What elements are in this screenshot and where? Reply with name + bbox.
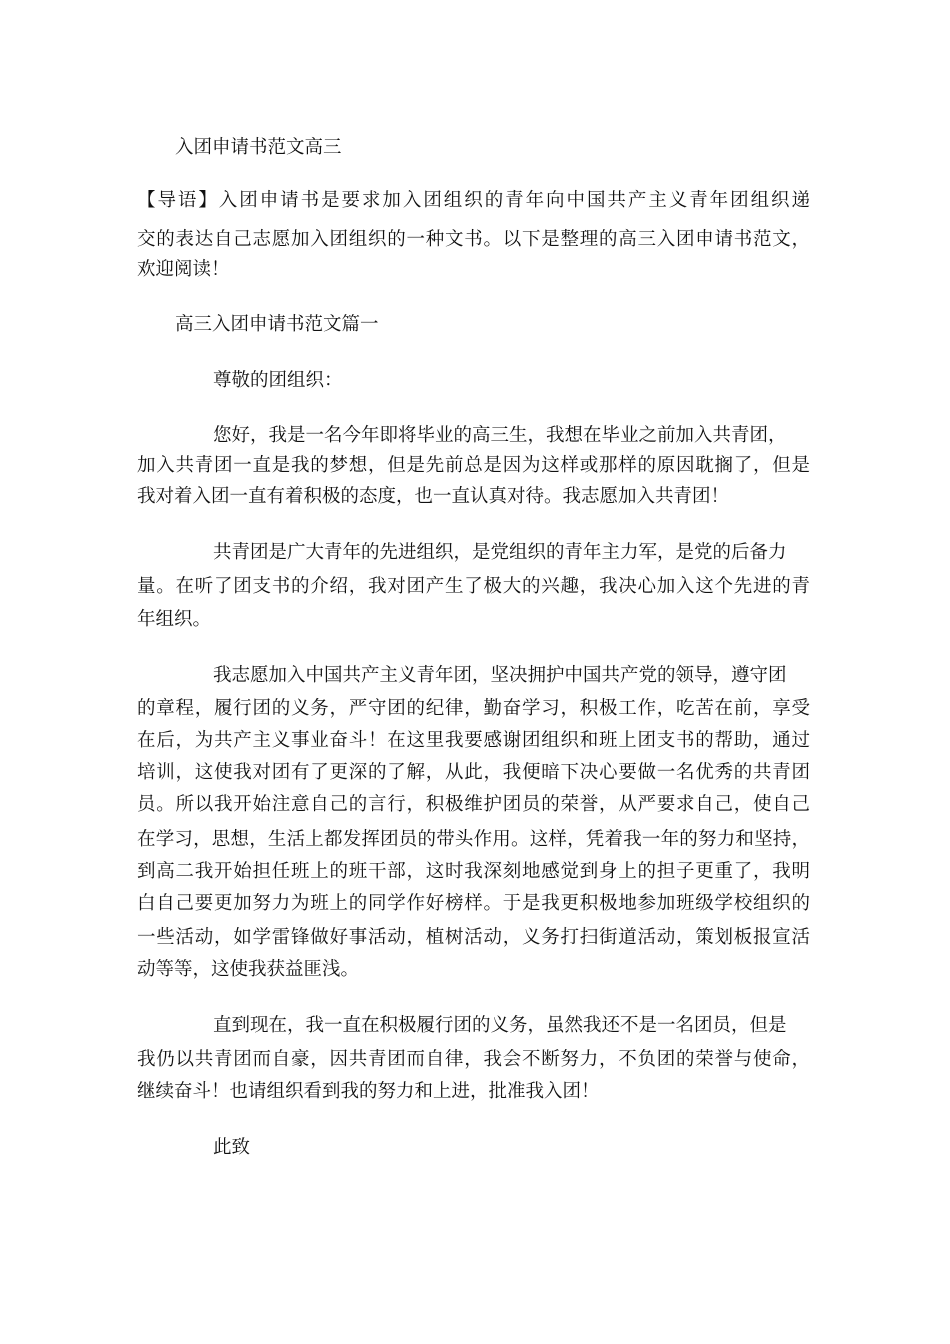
paragraph-line: 直到现在，我一直在积极履行团的义务，虽然我还不是一名团员，但是 <box>213 1015 787 1036</box>
paragraph-line: 在学习，思想，生活上都发挥团员的带头作用。这样，凭着我一年的努力和坚持， <box>137 829 810 850</box>
paragraph-line: 我仍以共青团而自豪，因共青团而自律，我会不断努力，不负团的荣誉与使命， <box>137 1049 810 1070</box>
paragraph-line: 在后，为共产主义事业奋斗！在这里我要感谢团组织和班上团支书的帮助，通过 <box>137 730 810 751</box>
paragraph-line: 我对着入团一直有着积极的态度，也一直认真对待。我志愿加入共青团！ <box>137 486 730 507</box>
paragraph-line: 我志愿加入中国共产主义青年团，坚决拥护中国共产党的领导，遵守团 <box>213 665 787 686</box>
paragraph-line: 年组织。 <box>137 609 212 630</box>
intro-line: 交的表达自己志愿加入团组织的一种文书。以下是整理的高三入团申请书范文， <box>137 229 810 250</box>
intro-line: 欢迎阅读！ <box>137 259 230 280</box>
intro-line: 【导语】入团申请书是要求加入团组织的青年向中国共产主义青年团组织递 <box>137 190 810 211</box>
closing: 此致 <box>213 1137 251 1158</box>
paragraph-line: 到高二我开始担任班上的班干部，这时我深刻地感觉到身上的担子更重了，我明 <box>137 861 810 882</box>
section-heading: 高三入团申请书范文篇一 <box>175 314 379 335</box>
paragraph-line: 动等等，这使我获益匪浅。 <box>137 959 360 980</box>
paragraph-line: 的章程，履行团的义务，严守团的纪律，勤奋学习，积极工作，吃苦在前，享受 <box>137 698 810 719</box>
paragraph-line: 一些活动，如学雷锋做好事活动，植树活动，义务打扫街道活动，策划板报宣活 <box>137 927 810 948</box>
paragraph-line: 继续奋斗！也请组织看到我的努力和上进，批准我入团！ <box>137 1081 600 1102</box>
paragraph-line: 您好，我是一名今年即将毕业的高三生，我想在毕业之前加入共青团， <box>213 425 787 446</box>
paragraph-line: 量。在听了团支书的介绍，我对团产生了极大的兴趣，我决心加入这个先进的青 <box>137 576 810 597</box>
paragraph-line: 培训，这使我对团有了更深的了解，从此，我便暗下决心要做一名优秀的共青团 <box>137 762 810 783</box>
paragraph-line: 白自己要更加努力为班上的同学作好榜样。于是我更积极地参加班级学校组织的 <box>137 893 810 914</box>
salutation: 尊敬的团组织： <box>213 370 343 391</box>
paragraph-line: 共青团是广大青年的先进组织，是党组织的青年主力军，是党的后备力 <box>213 542 787 563</box>
paragraph-line: 员。所以我开始注意自己的言行，积极维护团员的荣誉，从严要求自己，使自己 <box>137 794 810 815</box>
document-title: 入团申请书范文高三 <box>175 137 342 158</box>
paragraph-line: 加入共青团一直是我的梦想，但是先前总是因为这样或那样的原因耽搁了，但是 <box>137 455 810 476</box>
